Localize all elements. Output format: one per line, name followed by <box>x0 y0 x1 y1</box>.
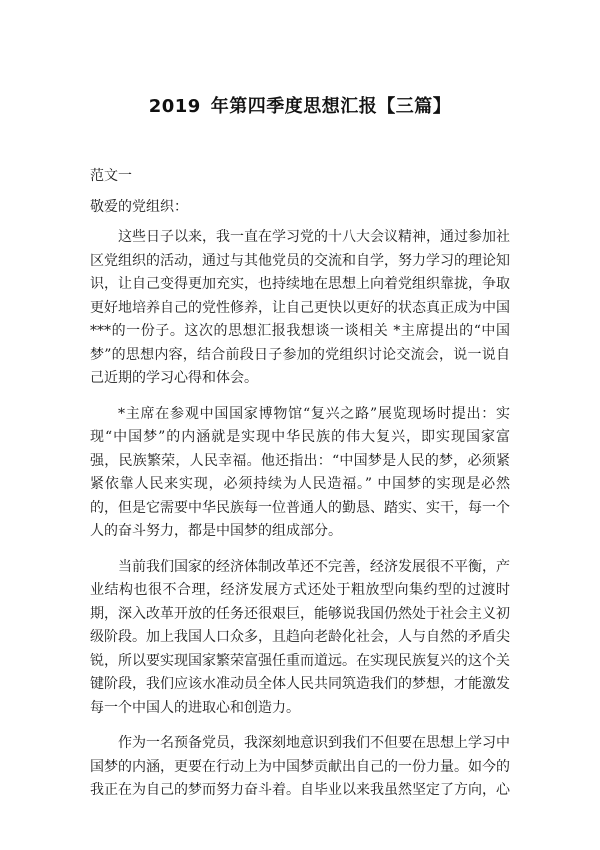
section-label: 范文一 <box>90 168 132 184</box>
title-text: 年第四季度思想汇报【三篇】 <box>210 96 452 117</box>
document-title <box>0 92 600 118</box>
title-year: 2019 <box>148 96 201 117</box>
document-body <box>90 226 510 815</box>
paragraph-1: 这些日子以来，我一直在学习党的十八大会议精神，通过参加社区党组织的活动，通过与其他党员的交流和自学，努力学习的理论知识，让自己变得更加充实，也持续地在思想上向着党组织靠拢，争取更好地培养自己的党性修养，让自己更快以更好的状态真正成为中国***的一份子。这次的思想汇报我想谈一谈相关 *主席提出的“中国梦”的思想内容，结合前段日子参加的党组织讨论交流会，说一说自己近期的学习心得和体会。 <box>90 229 510 386</box>
paragraph-4: 作为一名预备党员，我深刻地意识到我们不但要在思想上学习中国梦的内涵，更要在行动上为中国梦贡献出自己的一份力量。如今的我正在为自己的梦而努力奋斗着。自毕业以来我虽然坚定了方向，心 <box>90 735 510 798</box>
paragraph-2: *主席在参观中国国家博物馆“复兴之路”展览现场时提出：实现“中国梦”的内涵就是实现中华民族的伟大复兴，即实现国家富强，民族繁荣，人民幸福。他还指出：“中国梦是人民的梦，必须紧紧依靠人民来实现，必须持续为人民造福。” 中国梦的实现是必然的，但是它需要中华民族每一位普通人的勤恳、踏实、实干，每一个人的奋斗努力，都是中国梦的组成部分。 <box>90 405 510 539</box>
salutation: 敬爱的党组织： <box>90 199 188 215</box>
paragraph-3: 当前我们国家的经济体制改革还不完善，经济发展很不平衡，产业结构也很不合理，经济发展方式还处于粗放型向集约型的过渡时期，深入改革开放的任务还很艰巨，能够说我国仍然处于社会主义初级阶段。加上我国人口众多，且趋向老龄化社会，人与自然的矛盾尖锐，所以要实现国家繁荣富强任重而道远。在实现民族复兴的这个关键阶段，我们应该水准动员全体人民共同筑造我们的梦想，才能激发每一个中国人的进取心和创造力。 <box>90 558 510 716</box>
